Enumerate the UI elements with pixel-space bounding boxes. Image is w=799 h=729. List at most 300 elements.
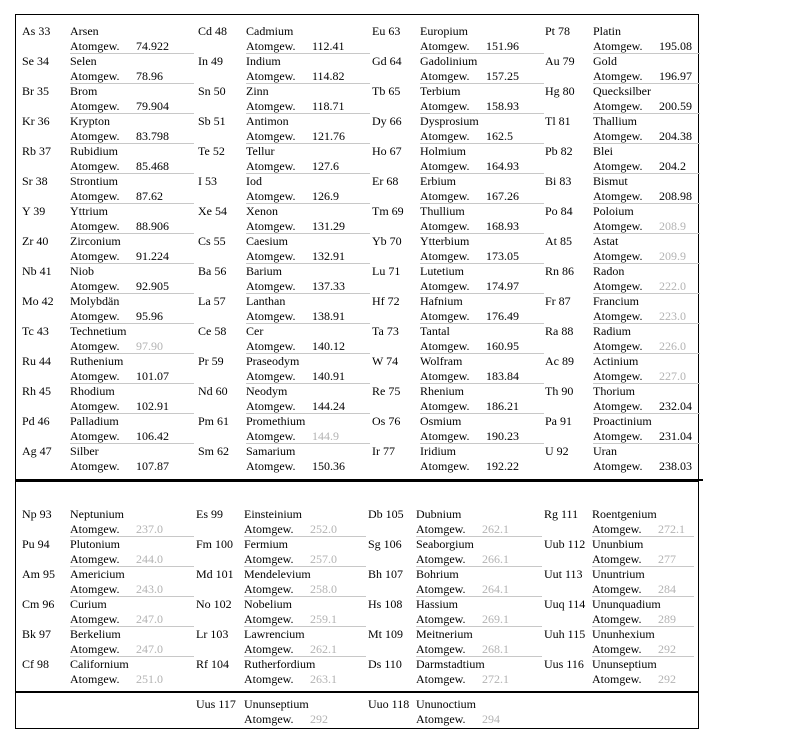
- element-cell-cs-55: [198, 234, 370, 264]
- element-cell-uus-116: [544, 657, 694, 687]
- element-symbol-number: Am 95: [22, 567, 55, 581]
- atomic-weight-label: Atomgew.: [592, 612, 642, 626]
- element-cell-y-39: [22, 204, 194, 234]
- atomic-weight-label: Atomgew.: [70, 429, 120, 443]
- element-name: Europium: [420, 24, 468, 38]
- element-cell-te-52: [198, 144, 370, 174]
- atomic-weight-value: 106.42: [136, 429, 169, 443]
- atomic-weight-value: 158.93: [486, 99, 519, 113]
- element-cell-pt-78: [545, 24, 700, 54]
- atomic-weight-value: 74.922: [136, 39, 169, 53]
- atomic-weight-value: 262.1: [310, 642, 337, 656]
- atomic-weight-label: Atomgew.: [246, 99, 296, 113]
- element-name: Rutherfordium: [244, 657, 316, 671]
- atomic-weight-label: Atomgew.: [592, 582, 642, 596]
- element-name: Berkelium: [70, 627, 121, 641]
- atomic-weight-label: Atomgew.: [246, 249, 296, 263]
- element-cell-ce-58: [198, 324, 370, 354]
- element-symbol-number: Th 90: [545, 384, 574, 398]
- element-symbol-number: Rg 111: [544, 507, 579, 521]
- element-name: Hassium: [416, 597, 458, 611]
- element-symbol-number: Mt 109: [368, 627, 404, 641]
- element-name: Proactinium: [593, 414, 652, 428]
- atomic-weight-label: Atomgew.: [416, 552, 466, 566]
- element-symbol-number: Uuh 115: [544, 627, 586, 641]
- atomic-weight-value: 262.1: [482, 522, 509, 536]
- atomic-weight-label: Atomgew.: [244, 552, 294, 566]
- element-symbol-number: Gd 64: [372, 54, 402, 68]
- element-name: Nobelium: [244, 597, 292, 611]
- atomic-weight-value: 160.95: [486, 339, 519, 353]
- element-name: Darmstadtium: [416, 657, 485, 671]
- element-symbol-number: Tl 81: [545, 114, 571, 128]
- element-name: Yttrium: [70, 204, 108, 218]
- element-cell-cf-98: [22, 657, 194, 687]
- atomic-weight-value: 174.97: [486, 279, 519, 293]
- atomic-weight-value: 107.87: [136, 459, 169, 473]
- element-cell-uuo-118: [368, 697, 542, 727]
- element-symbol-number: In 49: [198, 54, 223, 68]
- atomic-weight-value: 95.96: [136, 309, 163, 323]
- element-symbol-number: Cm 96: [22, 597, 55, 611]
- atomic-weight-value: 226.0: [659, 339, 686, 353]
- atomic-weight-value: 167.26: [486, 189, 519, 203]
- element-cell-pu-94: [22, 537, 194, 567]
- element-name: Astat: [593, 234, 619, 248]
- element-cell-yb-70: [372, 234, 544, 264]
- atomic-weight-label: Atomgew.: [416, 672, 466, 686]
- atomic-weight-label: Atomgew.: [70, 672, 120, 686]
- atomic-weight-label: Atomgew.: [593, 159, 643, 173]
- element-symbol-number: Pt 78: [545, 24, 571, 38]
- element-cell-se-34: [22, 54, 194, 84]
- atomic-weight-value: 140.91: [312, 369, 345, 383]
- element-cell-sn-50: [198, 84, 370, 114]
- element-symbol-number: Se 34: [22, 54, 49, 68]
- element-cell-at-85: [545, 234, 700, 264]
- element-name: Lawrencium: [244, 627, 305, 641]
- element-cell-pd-46: [22, 414, 194, 444]
- element-symbol-number: Sg 106: [368, 537, 402, 551]
- atomic-weight-value: 150.36: [312, 459, 345, 473]
- atomic-weight-value: 196.97: [659, 69, 692, 83]
- element-symbol-number: Sn 50: [198, 84, 226, 98]
- element-name: Erbium: [420, 174, 456, 188]
- element-symbol-number: Rf 104: [196, 657, 229, 671]
- atomic-weight-label: Atomgew.: [70, 129, 120, 143]
- atomic-weight-value: 126.9: [312, 189, 339, 203]
- element-symbol-number: Hg 80: [545, 84, 575, 98]
- atomic-weight-value: 195.08: [659, 39, 692, 53]
- element-symbol-number: La 57: [198, 294, 226, 308]
- element-symbol-number: Ce 58: [198, 324, 227, 338]
- element-symbol-number: W 74: [372, 354, 399, 368]
- atomic-weight-value: 266.1: [482, 552, 509, 566]
- element-cell-in-49: [198, 54, 370, 84]
- atomic-weight-value: 102.91: [136, 399, 169, 413]
- atomic-weight-label: Atomgew.: [592, 552, 642, 566]
- element-cell-po-84: [545, 204, 700, 234]
- atomic-weight-label: Atomgew.: [592, 672, 642, 686]
- element-name: Blei: [593, 144, 613, 158]
- element-name: Ununbium: [592, 537, 644, 551]
- atomic-weight-label: Atomgew.: [70, 339, 120, 353]
- element-name: Samarium: [246, 444, 296, 458]
- atomic-weight-label: Atomgew.: [246, 429, 296, 443]
- element-symbol-number: Es 99: [196, 507, 223, 521]
- element-cell-am-95: [22, 567, 194, 597]
- element-name: Antimon: [246, 114, 289, 128]
- element-symbol-number: Tc 43: [22, 324, 49, 338]
- element-name: Radium: [593, 324, 631, 338]
- element-name: Tantal: [420, 324, 450, 338]
- atomic-weight-label: Atomgew.: [70, 309, 120, 323]
- atomic-weight-value: 183.84: [486, 369, 519, 383]
- element-symbol-number: Ru 44: [22, 354, 52, 368]
- atomic-weight-label: Atomgew.: [246, 189, 296, 203]
- element-cell-db-105: [368, 507, 542, 537]
- element-symbol-number: Lr 103: [196, 627, 229, 641]
- atomic-weight-value: 138.91: [312, 309, 345, 323]
- element-symbol-number: Pa 91: [545, 414, 572, 428]
- element-symbol-number: Nd 60: [198, 384, 228, 398]
- element-cell-sb-51: [198, 114, 370, 144]
- element-name: Tellur: [246, 144, 275, 158]
- atomic-weight-label: Atomgew.: [593, 39, 643, 53]
- element-symbol-number: Dy 66: [372, 114, 402, 128]
- element-name: Silber: [70, 444, 99, 458]
- element-name: Ununoctium: [416, 697, 476, 711]
- atomic-weight-label: Atomgew.: [70, 369, 120, 383]
- element-name: Bismut: [593, 174, 628, 188]
- element-name: Molybdän: [70, 294, 120, 308]
- element-name: Iridium: [420, 444, 456, 458]
- element-symbol-number: Ir 77: [372, 444, 395, 458]
- atomic-weight-value: 263.1: [310, 672, 337, 686]
- element-name: Plutonium: [70, 537, 121, 551]
- atomic-weight-value: 132.91: [312, 249, 345, 263]
- element-name: Osmium: [420, 414, 462, 428]
- atomic-weight-label: Atomgew.: [420, 429, 470, 443]
- element-name: Krypton: [70, 114, 110, 128]
- atomic-weight-label: Atomgew.: [420, 339, 470, 353]
- section-divider: [15, 479, 703, 481]
- element-name: Wolfram: [420, 354, 463, 368]
- element-symbol-number: Ac 89: [545, 354, 574, 368]
- element-cell-sr-38: [22, 174, 194, 204]
- atomic-weight-value: 85.468: [136, 159, 169, 173]
- element-name: Ununtrium: [592, 567, 645, 581]
- element-name: Iod: [246, 174, 262, 188]
- element-cell-rf-104: [196, 657, 366, 687]
- element-symbol-number: Os 76: [372, 414, 401, 428]
- element-cell-nb-41: [22, 264, 194, 294]
- atomic-weight-value: 91.224: [136, 249, 169, 263]
- element-cell-as-33: [22, 24, 194, 54]
- atomic-weight-label: Atomgew.: [420, 369, 470, 383]
- atomic-weight-label: Atomgew.: [416, 642, 466, 656]
- atomic-weight-label: Atomgew.: [420, 129, 470, 143]
- element-name: Rhodium: [70, 384, 115, 398]
- element-name: Xenon: [246, 204, 278, 218]
- element-symbol-number: Ra 88: [545, 324, 574, 338]
- element-cell-es-99: [196, 507, 366, 537]
- atomic-weight-value: 190.23: [486, 429, 519, 443]
- atomic-weight-label: Atomgew.: [70, 219, 120, 233]
- element-name: Brom: [70, 84, 98, 98]
- element-cell-u-92: [545, 444, 700, 474]
- element-name: Roentgenium: [592, 507, 657, 521]
- atomic-weight-value: 277: [658, 552, 676, 566]
- element-cell-nd-60: [198, 384, 370, 414]
- atomic-weight-label: Atomgew.: [420, 309, 470, 323]
- element-symbol-number: At 85: [545, 234, 572, 248]
- element-cell-tb-65: [372, 84, 544, 114]
- element-cell-ta-73: [372, 324, 544, 354]
- element-symbol-number: Uuo 118: [368, 697, 410, 711]
- element-cell-cd-48: [198, 24, 370, 54]
- element-symbol-number: Au 79: [545, 54, 575, 68]
- element-symbol-number: Lu 71: [372, 264, 401, 278]
- atomic-weight-value: 208.98: [659, 189, 692, 203]
- element-name: Indium: [246, 54, 281, 68]
- element-cell-uuh-115: [544, 627, 694, 657]
- element-symbol-number: Yb 70: [372, 234, 402, 248]
- element-cell-br-35: [22, 84, 194, 114]
- element-name: Technetium: [70, 324, 127, 338]
- atomic-weight-label: Atomgew.: [593, 399, 643, 413]
- atomic-weight-label: Atomgew.: [420, 459, 470, 473]
- element-cell-cm-96: [22, 597, 194, 627]
- element-cell-dy-66: [372, 114, 544, 144]
- atomic-weight-value: 223.0: [659, 309, 686, 323]
- atomic-weight-value: 88.906: [136, 219, 169, 233]
- element-cell-bh-107: [368, 567, 542, 597]
- element-cell-no-102: [196, 597, 366, 627]
- atomic-weight-label: Atomgew.: [416, 612, 466, 626]
- atomic-weight-label: Atomgew.: [70, 399, 120, 413]
- element-name: Holmium: [420, 144, 467, 158]
- element-name: Francium: [593, 294, 639, 308]
- element-name: Barium: [246, 264, 282, 278]
- atomic-weight-label: Atomgew.: [593, 249, 643, 263]
- atomic-weight-label: Atomgew.: [593, 309, 643, 323]
- element-name: Californium: [70, 657, 129, 671]
- atomic-weight-label: Atomgew.: [244, 522, 294, 536]
- atomic-weight-value: 164.93: [486, 159, 519, 173]
- atomic-weight-label: Atomgew.: [246, 219, 296, 233]
- atomic-weight-value: 162.5: [486, 129, 513, 143]
- element-name: Terbium: [420, 84, 461, 98]
- atomic-weight-label: Atomgew.: [246, 369, 296, 383]
- element-cell-ds-110: [368, 657, 542, 687]
- atomic-weight-value: 272.1: [482, 672, 509, 686]
- atomic-weight-value: 294: [482, 712, 500, 726]
- element-cell-fm-100: [196, 537, 366, 567]
- element-name: Lutetium: [420, 264, 464, 278]
- element-symbol-number: Ba 56: [198, 264, 227, 278]
- atomic-weight-label: Atomgew.: [592, 522, 642, 536]
- atomic-weight-label: Atomgew.: [593, 129, 643, 143]
- atomic-weight-label: Atomgew.: [420, 99, 470, 113]
- element-cell-w-74: [372, 354, 544, 384]
- element-cell-tl-81: [545, 114, 700, 144]
- element-cell-pb-82: [545, 144, 700, 174]
- atomic-weight-label: Atomgew.: [70, 459, 120, 473]
- element-name: Fermium: [244, 537, 288, 551]
- element-cell-ag-47: [22, 444, 194, 474]
- atomic-weight-label: Atomgew.: [420, 39, 470, 53]
- element-symbol-number: Hf 72: [372, 294, 400, 308]
- element-name: Thallium: [593, 114, 637, 128]
- atomic-weight-label: Atomgew.: [70, 522, 120, 536]
- element-name: Rhenium: [420, 384, 464, 398]
- element-symbol-number: Uus 117: [196, 697, 236, 711]
- atomic-weight-label: Atomgew.: [246, 279, 296, 293]
- element-cell-hs-108: [368, 597, 542, 627]
- element-name: Poloium: [593, 204, 634, 218]
- element-name: Actinium: [593, 354, 639, 368]
- element-name: Quecksilber: [593, 84, 651, 98]
- element-name: Strontium: [70, 174, 119, 188]
- element-symbol-number: Bi 83: [545, 174, 572, 188]
- atomic-weight-value: 272.1: [658, 522, 685, 536]
- element-symbol-number: Fm 100: [196, 537, 234, 551]
- atomic-weight-value: 208.9: [659, 219, 686, 233]
- element-name: Gold: [593, 54, 617, 68]
- element-symbol-number: Db 105: [368, 507, 404, 521]
- atomic-weight-value: 284: [658, 582, 676, 596]
- atomic-weight-value: 176.49: [486, 309, 519, 323]
- element-symbol-number: Kr 36: [22, 114, 50, 128]
- element-symbol-number: Uuq 114: [544, 597, 586, 611]
- element-cell-sm-62: [198, 444, 370, 474]
- element-symbol-number: Sm 62: [198, 444, 230, 458]
- atomic-weight-label: Atomgew.: [246, 339, 296, 353]
- element-cell-rh-45: [22, 384, 194, 414]
- element-name: Hafnium: [420, 294, 463, 308]
- element-symbol-number: Uut 113: [544, 567, 583, 581]
- atomic-weight-label: Atomgew.: [70, 39, 120, 53]
- element-cell-lr-103: [196, 627, 366, 657]
- atomic-weight-value: 258.0: [310, 582, 337, 596]
- element-symbol-number: Pr 59: [198, 354, 224, 368]
- atomic-weight-value: 257.0: [310, 552, 337, 566]
- element-symbol-number: Nb 41: [22, 264, 52, 278]
- element-symbol-number: Xe 54: [198, 204, 227, 218]
- element-name: Neodym: [246, 384, 288, 398]
- element-cell-gd-64: [372, 54, 544, 84]
- atomic-weight-label: Atomgew.: [70, 99, 120, 113]
- atomic-weight-value: 112.41: [312, 39, 345, 53]
- element-symbol-number: Pm 61: [198, 414, 230, 428]
- element-symbol-number: Er 68: [372, 174, 399, 188]
- atomic-weight-label: Atomgew.: [70, 612, 120, 626]
- atomic-weight-label: Atomgew.: [70, 552, 120, 566]
- element-cell-ra-88: [545, 324, 700, 354]
- element-name: Ununhexium: [592, 627, 655, 641]
- atomic-weight-value: 140.12: [312, 339, 345, 353]
- element-symbol-number: Y 39: [22, 204, 46, 218]
- atomic-weight-label: Atomgew.: [70, 189, 120, 203]
- atomic-weight-value: 192.22: [486, 459, 519, 473]
- atomic-weight-label: Atomgew.: [244, 712, 294, 726]
- element-name: Arsen: [70, 24, 99, 38]
- element-name: Radon: [593, 264, 625, 278]
- element-symbol-number: Np 93: [22, 507, 52, 521]
- element-cell-os-76: [372, 414, 544, 444]
- atomic-weight-value: 259.1: [310, 612, 337, 626]
- atomic-weight-label: Atomgew.: [420, 69, 470, 83]
- element-cell-tm-69: [372, 204, 544, 234]
- element-name: Curium: [70, 597, 107, 611]
- atomic-weight-value: 292: [310, 712, 328, 726]
- element-symbol-number: Hs 108: [368, 597, 403, 611]
- element-symbol-number: Cd 48: [198, 24, 228, 38]
- element-name: Neptunium: [70, 507, 124, 521]
- atomic-weight-value: 78.96: [136, 69, 163, 83]
- element-cell-pa-91: [545, 414, 700, 444]
- element-symbol-number: Rb 37: [22, 144, 52, 158]
- element-name: Niob: [70, 264, 94, 278]
- element-cell-eu-63: [372, 24, 544, 54]
- element-cell-rg-111: [544, 507, 694, 537]
- element-cell-ru-44: [22, 354, 194, 384]
- element-symbol-number: Cf 98: [22, 657, 49, 671]
- atomic-weight-label: Atomgew.: [420, 279, 470, 293]
- atomic-weight-label: Atomgew.: [246, 69, 296, 83]
- section-divider-lower: [15, 691, 699, 693]
- atomic-weight-label: Atomgew.: [244, 642, 294, 656]
- element-cell-re-75: [372, 384, 544, 414]
- element-name: Ytterbium: [420, 234, 470, 248]
- element-symbol-number: Ta 73: [372, 324, 399, 338]
- element-symbol-number: Bh 107: [368, 567, 404, 581]
- element-name: Cadmium: [246, 24, 294, 38]
- atomic-weight-value: 168.93: [486, 219, 519, 233]
- element-name: Ununquadium: [592, 597, 661, 611]
- element-symbol-number: Fr 87: [545, 294, 571, 308]
- element-cell-fr-87: [545, 294, 700, 324]
- atomic-weight-label: Atomgew.: [592, 642, 642, 656]
- element-cell-uus-117: [196, 697, 366, 727]
- atomic-weight-value: 292: [658, 672, 676, 686]
- element-cell-i-53: [198, 174, 370, 204]
- element-symbol-number: Bk 97: [22, 627, 52, 641]
- atomic-weight-label: Atomgew.: [593, 429, 643, 443]
- element-cell-ac-89: [545, 354, 700, 384]
- element-symbol-number: Zr 40: [22, 234, 49, 248]
- element-symbol-number: Eu 63: [372, 24, 401, 38]
- element-cell-pr-59: [198, 354, 370, 384]
- element-name: Einsteinium: [244, 507, 302, 521]
- atomic-weight-value: 247.0: [136, 612, 163, 626]
- atomic-weight-value: 186.21: [486, 399, 519, 413]
- element-symbol-number: Cs 55: [198, 234, 226, 248]
- atomic-weight-value: 118.71: [312, 99, 345, 113]
- element-name: Bohrium: [416, 567, 459, 581]
- atomic-weight-value: 237.0: [136, 522, 163, 536]
- element-cell-ir-77: [372, 444, 544, 474]
- element-symbol-number: No 102: [196, 597, 232, 611]
- element-cell-np-93: [22, 507, 194, 537]
- element-symbol-number: Md 101: [196, 567, 234, 581]
- element-cell-uub-112: [544, 537, 694, 567]
- atomic-weight-value: 268.1: [482, 642, 509, 656]
- atomic-weight-label: Atomgew.: [593, 459, 643, 473]
- element-symbol-number: Ho 67: [372, 144, 402, 158]
- atomic-weight-label: Atomgew.: [593, 69, 643, 83]
